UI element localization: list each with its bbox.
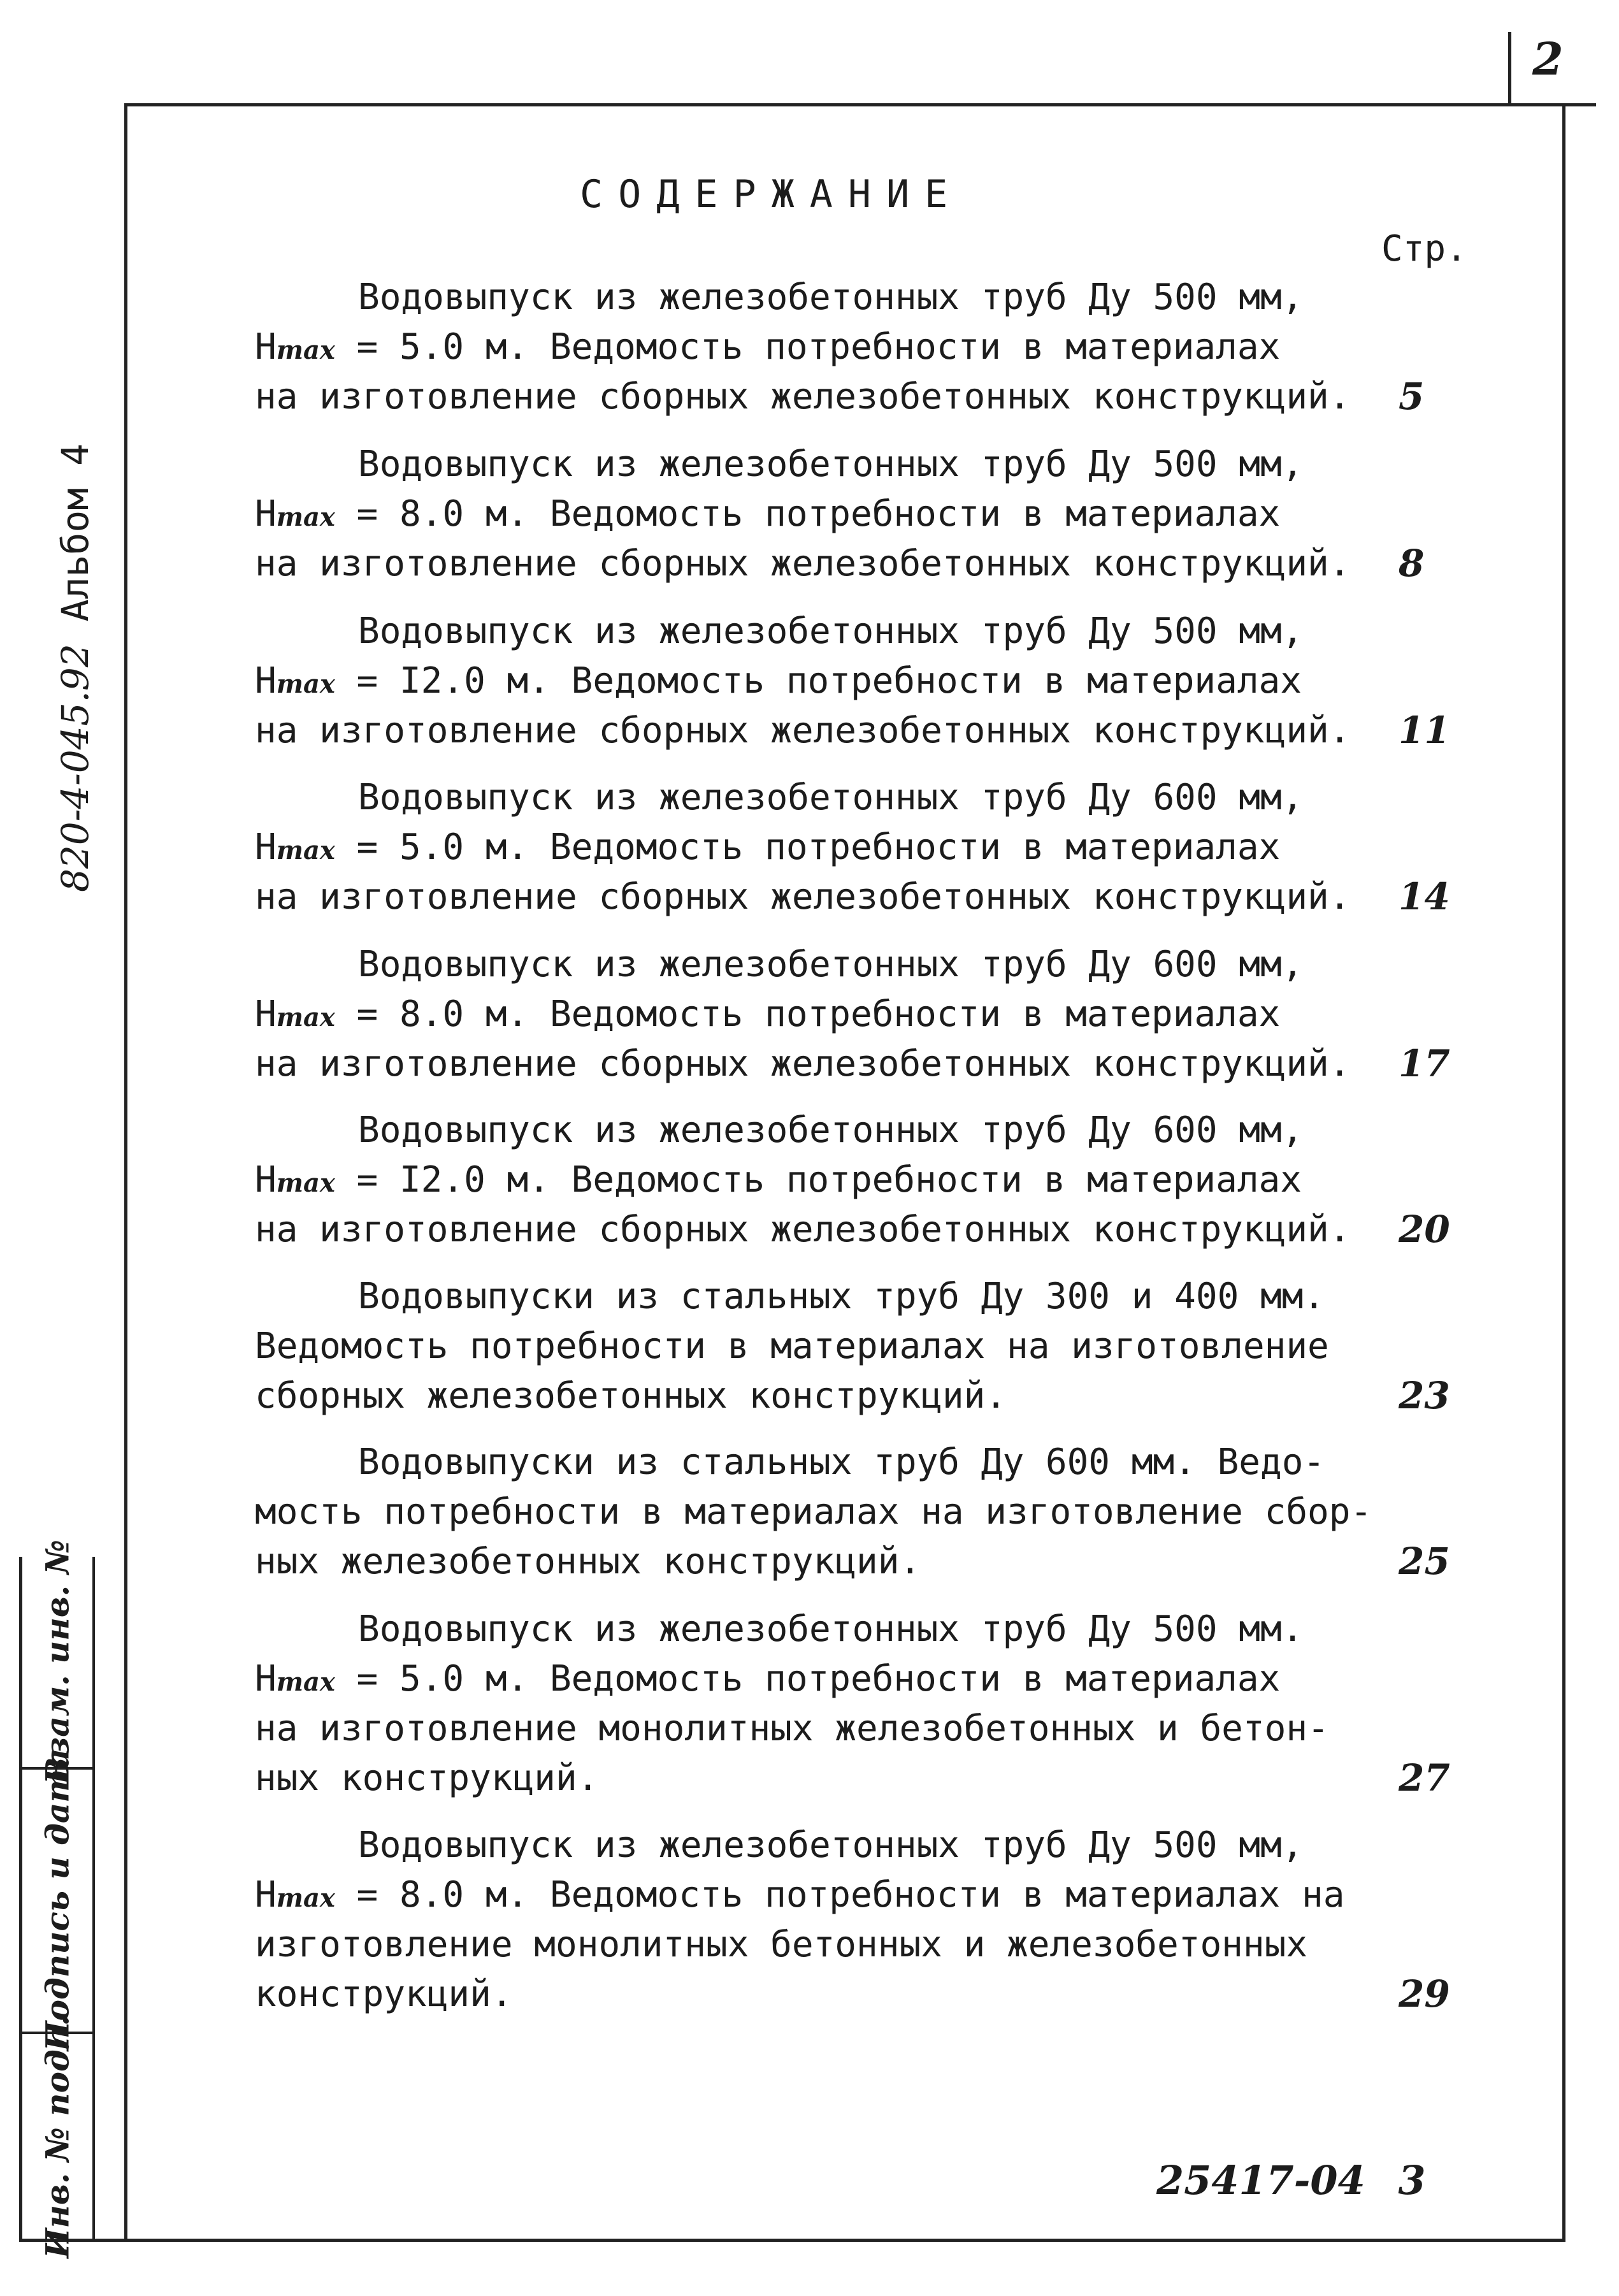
entry-text-line [255,1605,1338,1654]
entry-text: H [255,1658,277,1700]
entry-text-line [255,1754,1338,1803]
entry-text-line [255,1106,1338,1155]
entry-text: Водовыпуск из железобетонных труб Ду 500 мм, [358,610,1304,652]
height-subscript: max [276,835,335,865]
entry-text: ных железобетонных конструкций. [255,1541,921,1582]
entry-text: на изготовление сборных железобетонных конструкций. [255,376,1351,417]
entry-text: Водовыпуск из железобетонных труб Ду 600 мм, [358,777,1304,818]
entry-text-line [255,940,1338,990]
entry-page-number: 23 [1399,1374,1450,1417]
entry-text-line [255,1920,1338,1970]
entry-text: на изготовление сборных железобетонных конструкций. [255,710,1351,751]
entry-page-number: 29 [1399,1972,1450,2016]
entry-text-line [255,823,1338,872]
entry-text-line [255,773,1338,823]
entry-text-line [255,1821,1338,1870]
entry-text: на изготовление сборных железобетонных конструкций. [255,1209,1351,1250]
entry-text-line [255,1205,1351,1255]
entry-text: на изготовление сборных железобетонных конструкций. [255,1043,1351,1085]
contents-entry [255,940,1450,1089]
album-code-label [54,444,97,892]
contents-entry [255,1272,1450,1421]
entry-text-line [255,607,1338,656]
frame-right-border [1562,103,1565,2242]
entry-text: Водовыпуск из железобетонных труб Ду 600 мм, [358,944,1304,985]
height-subscript: max [276,1667,335,1697]
entry-text: H [255,326,277,368]
entry-text: = 8.0 м. Ведомость потребности в материалах [335,493,1281,535]
entry-page-number: 25 [1399,1540,1450,1583]
contents-entry [255,1106,1450,1255]
entry-text-line [255,1322,1338,1371]
entry-text-line [255,656,1338,706]
entry-page-number: 17 [1399,1042,1450,1085]
height-subscript: max [276,669,335,699]
contents-entry [255,440,1425,589]
entry-text-line [255,1487,1372,1537]
entry-text: Водовыпуск из железобетонных труб Ду 500 мм, [358,277,1304,318]
entry-page-number: 11 [1399,709,1450,752]
page-number: 2 [1532,32,1564,85]
entry-text: ных конструкций. [255,1758,599,1799]
entry-text-line [255,372,1351,422]
album-name: Альбом 4 [54,443,97,622]
entry-text-line [255,1970,1338,2019]
stamp-replacement-inv: Взам. инв. № [38,1540,76,1784]
entry-text: Водовыпуск из железобетонных труб Ду 500 мм, [358,444,1304,485]
entry-text: = 5.0 м. Ведомость потребности в материалах [335,827,1281,868]
entry-text-line [255,706,1351,756]
height-subscript: max [276,1002,335,1032]
height-subscript: max [276,335,335,365]
frame-left-border [124,103,127,2242]
entry-text: изготовление монолитных бетонных и железобетонных [255,1924,1308,1965]
entry-text: H [255,1874,277,1916]
entry-text-line [255,872,1351,922]
entry-text: Водовыпуск из железобетонных труб Ду 500 мм, [358,1824,1304,1866]
height-subscript: max [276,502,335,532]
entry-text-line [255,440,1338,489]
entry-text: сборных железобетонных конструкций. [255,1375,1007,1417]
entry-text-line [255,1371,1338,1421]
entry-page-number: 8 [1399,542,1425,585]
document-number-stamp [1156,2157,1425,2204]
entry-page-number: 14 [1399,875,1450,918]
height-subscript: max [276,1883,335,1913]
entry-text: = I2.0 м. Ведомость потребности в материалах [335,1159,1302,1201]
entry-text: на изготовление монолитных железобетонных и бетон- [255,1708,1329,1749]
entry-text: Водовыпуски из стальных труб Ду 300 и 400 мм. [358,1276,1325,1317]
approval-stamp-box [19,1540,124,2258]
entry-text: Водовыпуски из стальных труб Ду 600 мм. Ведо- [358,1441,1325,1483]
entry-text-line [255,1438,1338,1487]
entry-text: H [255,993,277,1035]
entry-page-number: 27 [1399,1756,1450,1800]
contents-entry [255,773,1450,922]
frame-top-border [124,103,1596,106]
entry-text-line [255,1537,1338,1587]
sheet-number: 3 [1398,2157,1426,2204]
document-title: СОДЕРЖАНИЕ [580,172,963,217]
entry-text-line [255,322,1338,372]
entry-text-line [255,1272,1338,1322]
entry-text: = 8.0 м. Ведомость потребности в материалах [335,993,1281,1035]
entry-text: H [255,827,277,868]
entry-text: H [255,493,277,535]
entry-text-line [255,1155,1338,1205]
stamp-divider [92,1557,95,2242]
document-number: 25417-04 [1156,2157,1365,2204]
page-number-divider [1508,32,1511,106]
height-subscript: max [276,1168,335,1198]
entry-text: = 8.0 м. Ведомость потребности в материалах на [335,1874,1345,1916]
entry-page-number: 20 [1399,1208,1450,1251]
entry-text: = 5.0 м. Ведомость потребности в материалах [335,1658,1281,1700]
entry-text: H [255,660,277,702]
page-column-header: Стр. [1381,228,1467,270]
entry-text-line [255,1039,1351,1089]
entry-text: Водовыпуск из железобетонных труб Ду 500 мм. [358,1608,1304,1650]
entry-text-line [255,1870,1345,1920]
contents-entry [255,273,1425,422]
entry-page-number: 5 [1399,375,1425,418]
entry-text-line [255,990,1338,1039]
frame-bottom-border [19,2239,1565,2242]
entry-text: = I2.0 м. Ведомость потребности в материалах [335,660,1302,702]
entry-text-line [255,539,1351,589]
entry-text: = 5.0 м. Ведомость потребности в материалах [335,326,1281,368]
contents-entry [255,1438,1450,1587]
album-code: 820-4-045.92 [54,644,97,893]
stamp-original-inv: Инв. № подл. [38,2015,76,2258]
entry-text-line [255,1704,1338,1754]
entry-text-line [255,273,1338,322]
contents-entry [255,607,1450,756]
entry-text: Водовыпуск из железобетонных труб Ду 600 мм, [358,1109,1304,1151]
entry-text: Ведомость потребности в материалах на изготовление [255,1325,1329,1367]
entry-text: H [255,1159,277,1201]
contents-entry [255,1821,1450,2019]
entry-text-line [255,489,1338,539]
entry-text: на изготовление сборных железобетонных конструкций. [255,876,1351,918]
entry-text: мость потребности в материалах на изготовление сбор- [255,1491,1372,1533]
entry-text: на изготовление сборных железобетонных конструкций. [255,543,1351,584]
stamp-signature-date: Подпись и дата [38,1748,76,2051]
contents-entry [255,1605,1450,1803]
entry-text: конструкций. [255,1974,513,2015]
entry-text-line [255,1654,1338,1704]
